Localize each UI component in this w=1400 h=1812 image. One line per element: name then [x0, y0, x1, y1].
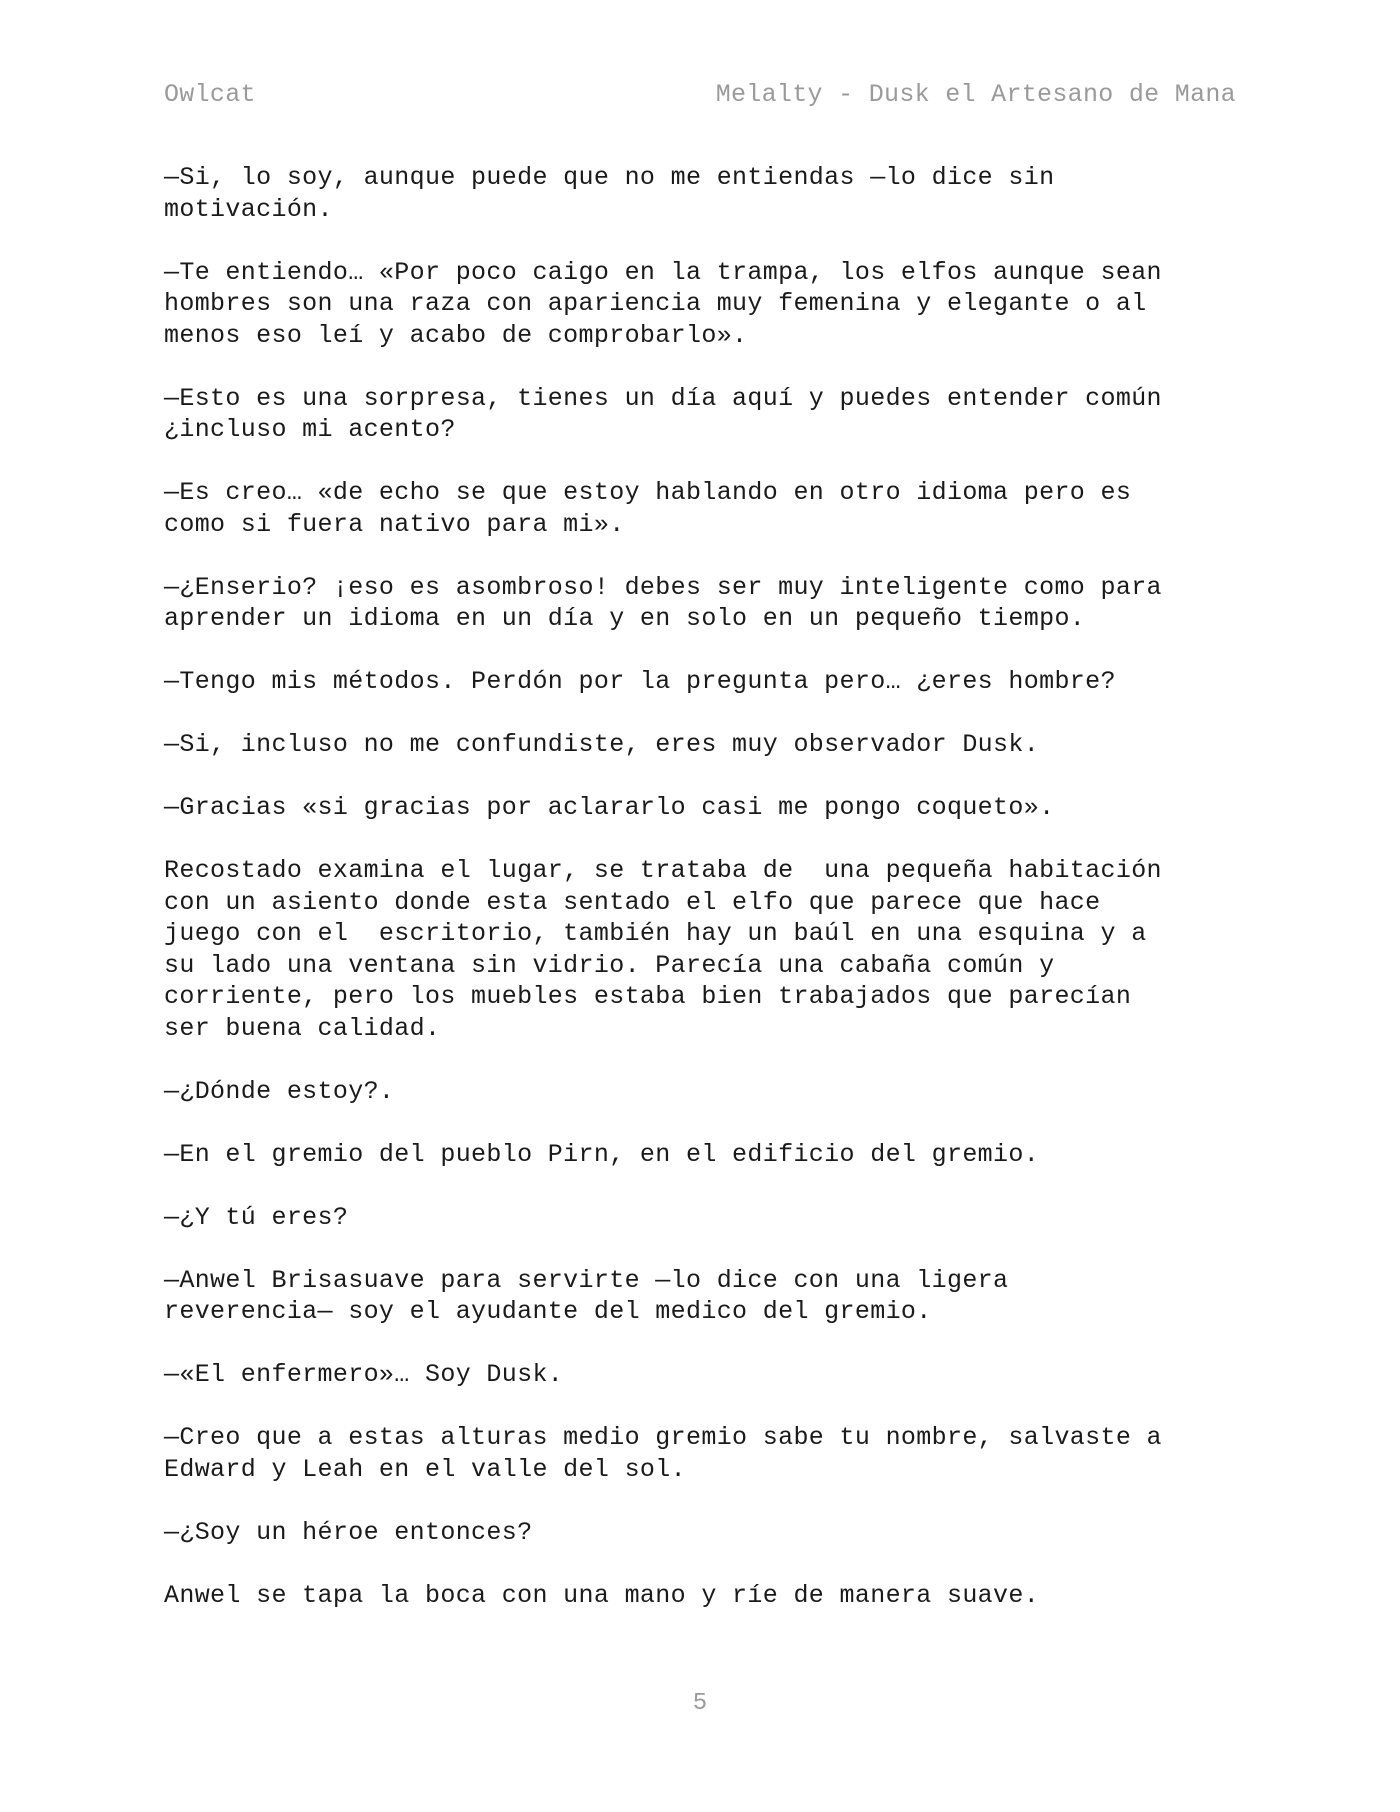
paragraph: —En el gremio del pueblo Pirn, en el edificio del gremio.: [164, 1139, 1040, 1169]
page-header: [164, 80, 1236, 116]
header-title: Melalty - Dusk el Artesano de Mana: [715, 80, 1236, 109]
paragraph: —Te entiendo… «Por poco caigo en la trampa, los elfos aunque sean hombres son una raza con apariencia muy femenina y elegante o al menos eso leí y acabo de comprobarlo».: [164, 257, 1162, 350]
page-number: 5: [692, 1690, 708, 1717]
paragraph: —Si, lo soy, aunque puede que no me entiendas —lo dice sin motivación.: [164, 163, 1055, 224]
paragraph: —¿Y tú eres?: [164, 1202, 349, 1232]
paragraph: —Creo que a estas alturas medio gremio sabe tu nombre, salvaste a Edward y Leah en el valle del sol.: [164, 1423, 1162, 1484]
paragraph: —¿Enserio? ¡eso es asombroso! debes ser muy inteligente como para aprender un idioma en un día y en solo en un pequeño tiempo.: [164, 572, 1162, 633]
paragraph: —Esto es una sorpresa, tienes un día aquí y puedes entender común ¿incluso mi acento?: [164, 383, 1162, 444]
paragraph: —«El enfermero»… Soy Dusk.: [164, 1360, 564, 1389]
paragraph: —¿Soy un héroe entonces?: [164, 1517, 533, 1547]
paragraph: —Anwel Brisasuave para servirte —lo dice con una ligera reverencia— soy el ayudante del medico del gremio.: [164, 1265, 1009, 1326]
paragraph: —Si, incluso no me confundiste, eres muy observador Dusk.: [164, 730, 1040, 759]
page-body: [164, 162, 1254, 1643]
paragraph: —Gracias «si gracias por aclararlo casi me pongo coqueto».: [164, 793, 1055, 822]
paragraph: Anwel se tapa la boca con una mano y ríe de manera suave.: [164, 1580, 1040, 1610]
paragraph: —¿Dónde estoy?.: [164, 1076, 395, 1106]
paragraph: —Tengo mis métodos. Perdón por la pregunta pero… ¿eres hombre?: [164, 667, 1116, 696]
header-author: Owlcat: [164, 80, 256, 109]
paragraph: Recostado examina el lugar, se trataba de una pequeña habitación con un asiento donde esta sentado el elfo que parece que hace juego con el escritorio, también hay un baúl en una esquina y a su lado una ventana sin vidrio. Parecía una cabaña común y corriente, pero los muebles estaba bien trabajados que parecían ser buena calidad.: [164, 856, 1162, 1043]
paragraph: —Es creo… «de echo se que estoy hablando en otro idioma pero es como si fuera nativo para mi».: [164, 478, 1132, 539]
